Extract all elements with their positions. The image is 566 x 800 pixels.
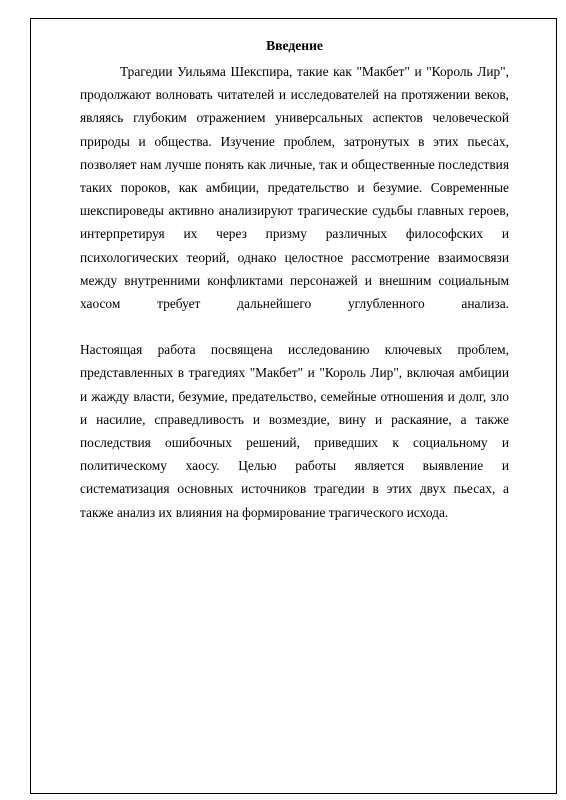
document-body xyxy=(80,37,509,524)
paragraph-intro: Трагедии Уильяма Шекспира, такие как "Макбет" и "Король Лир", продолжают волновать читателей и исследователей на протяжении веков, являясь глубоким отражением универсальных аспектов человеческой природы и общества. Изучение проблем, затронутых в этих пьесах, позволяет нам лучше понять как личные, так и общественные последствия таких пороков, как амбиции, предательство и безумие. Современные шекспироведы активно анализируют трагические судьбы главных героев, интерпретируя их через призму различных философских и психологических теорий, однако целостное рассмотрение взаимосвязи между внутренними конфликтами персонажей и внешним социальным хаосом требует дальнейшего углубленного анализа. xyxy=(80,64,509,312)
document-page xyxy=(30,18,557,794)
paragraph-purpose: Настоящая работа посвящена исследованию ключевых проблем, представленных в трагедиях "Макбет" и "Король Лир", включая амбиции и жажду власти, безумие, предательство, семейные отношения и долг, зло и насилие, справедливость и возмездие, вину и раскаяние, а также последствия ошибочных решений, приведших к социальному и политическому хаосу. Целью работы является выявление и систематизация основных источников трагедии в этих двух пьесах, а также анализ их влияния на формирование трагического исхода. xyxy=(80,342,509,520)
paragraph-spacer xyxy=(80,315,509,338)
page-title: Введение xyxy=(266,38,323,53)
